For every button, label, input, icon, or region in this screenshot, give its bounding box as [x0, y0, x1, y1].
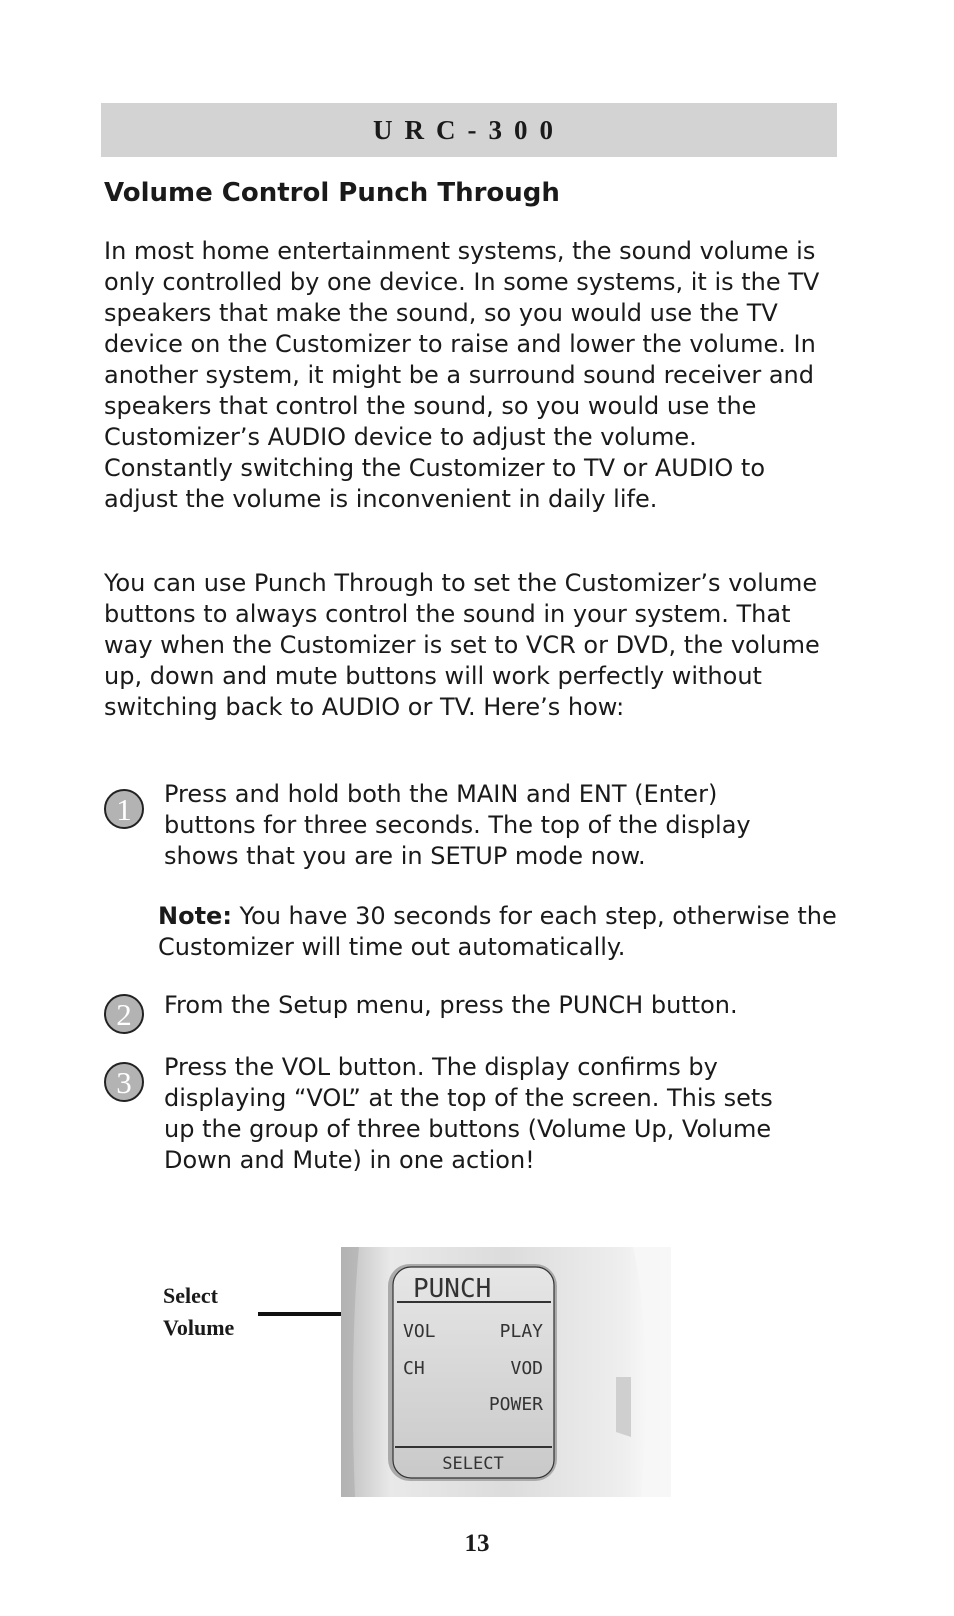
note [158, 901, 848, 963]
side-button [616, 1377, 631, 1437]
lcd-power-label: POWER [488, 1394, 543, 1415]
note-label: Note: [158, 902, 232, 930]
lcd-title: PUNCH [413, 1274, 492, 1304]
lcd-vod-label: VOD [510, 1358, 543, 1379]
step-number-badge: 3 [104, 1062, 144, 1102]
remote-display-figure [341, 1247, 671, 1497]
punch-through-paragraph: You can use Punch Through to set the Customizer’s volume buttons to always control the sound in your system. That way when the Customizer is set to VCR or DVD, the volume up, down and mute buttons will work perfectly without switching back to AUDIO or TV. Here’s how: [104, 569, 820, 721]
lcd-ch-label: CH [403, 1358, 425, 1379]
step-text: Press the VOL button. The display confirms by displaying “VOL” at the top of the screen. This sets up the group of three buttons (Volume Up, Volume Down and Mute) in one action! [164, 1053, 773, 1174]
step-text: From the Setup menu, press the PUNCH button. [164, 991, 738, 1019]
intro-paragraph: In most home entertainment systems, the sound volume is only controlled by one device. In some systems, it is the TV speakers that make the sound, so you would use the TV device on the Customizer to raise and lower the volume. In another system, it might be a surround sound receiver and speakers that control the sound, so you would use the Customizer’s AUDIO device to adjust the volume. Constantly switching the Customizer to TV or AUDIO to adjust the volume is inconvenient in daily life. [104, 237, 820, 513]
callout-line-2: Volume [163, 1315, 235, 1340]
lcd-vol-label: VOL [403, 1321, 436, 1342]
header-bar [101, 103, 837, 157]
select-volume-callout [163, 1280, 234, 1344]
callout-line-1: Select [163, 1283, 218, 1308]
note-text: You have 30 seconds for each step, otherwise the Customizer will time out automatically. [158, 902, 837, 961]
step-number-badge: 1 [104, 789, 144, 829]
section-title: Volume Control Punch Through [104, 178, 560, 208]
step-number-badge: 2 [104, 994, 144, 1034]
lcd-play-label: PLAY [499, 1321, 543, 1342]
lcd-select-label: SELECT [442, 1454, 504, 1474]
step-text: Press and hold both the MAIN and ENT (Enter) buttons for three seconds. The top of the display shows that you are in SETUP mode now. [164, 780, 751, 870]
page-number: 13 [464, 1530, 490, 1557]
header-title: URC-300 [373, 114, 565, 145]
